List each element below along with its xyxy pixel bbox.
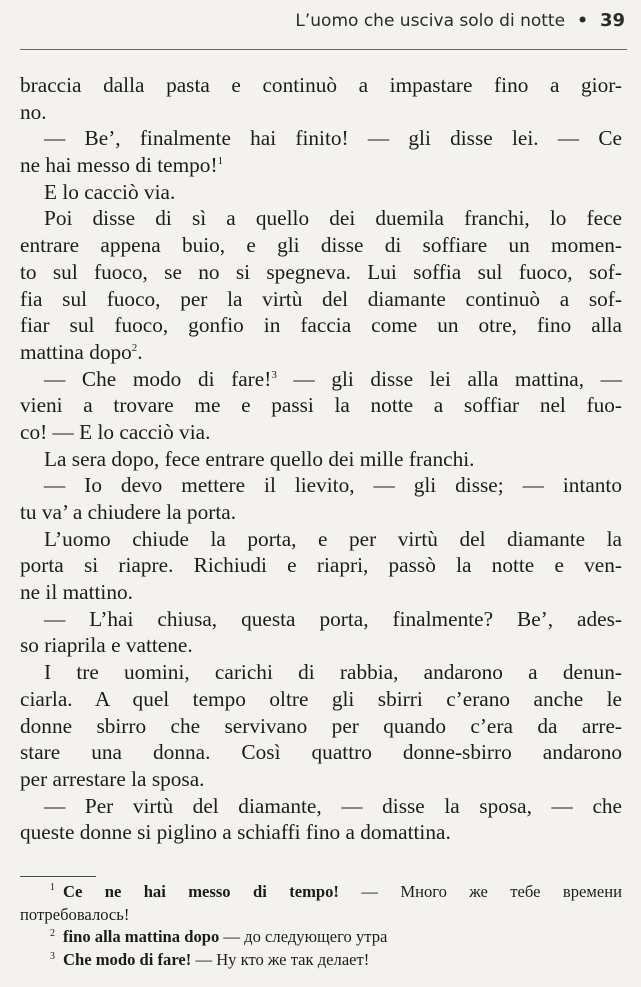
text-line: — L’hai chiusa, questa porta, finalmente? Be’, ades- bbox=[44, 606, 622, 631]
footnote-2 bbox=[20, 926, 622, 949]
text-line-tail: . bbox=[137, 339, 143, 364]
header-rule bbox=[20, 49, 627, 50]
text-line: I tre uomini, carichi di rabbia, andarono a denun- bbox=[44, 660, 622, 685]
footnote-1 bbox=[20, 881, 622, 904]
text-line-main: mattina dopo bbox=[20, 339, 132, 364]
text-line: Poi disse di sì a quello dei duemila franchi, lo fece bbox=[44, 206, 622, 231]
text-line-main: ne hai messo di tempo! bbox=[20, 153, 218, 178]
header-bullet: • bbox=[577, 11, 588, 31]
text-line-tail: — gli disse lei alla mattina, — bbox=[276, 366, 622, 391]
text-line: fiar sul fuoco, gonfio in faccia come un otre, fino alla bbox=[20, 313, 622, 338]
text-line: L’uomo chiude la porta, e per virtù del diamante la bbox=[44, 526, 622, 551]
running-header bbox=[20, 10, 625, 40]
footnote-gloss: — Много же тебе времени bbox=[338, 882, 622, 901]
text-line: ciarla. A quel tempo oltre gli sbirri c’erano anche le bbox=[20, 686, 622, 711]
text-line bbox=[20, 339, 622, 366]
text-line bbox=[20, 366, 622, 393]
page-number: 39 bbox=[599, 10, 625, 31]
footnote-gloss: — до следующего утра bbox=[219, 927, 388, 947]
text-line: co! — E lo cacciò via. bbox=[20, 419, 211, 444]
footnote-term: Che modo di fare! bbox=[63, 950, 192, 970]
footnote-term: Ce ne hai messo di tempo! bbox=[63, 882, 339, 901]
text-line: per arrestare la sposa. bbox=[20, 766, 205, 791]
text-line: queste donne si piglino a schiaffi fino a domattina. bbox=[20, 820, 451, 845]
text-line: La sera dopo, fece entrare quello dei mille franchi. bbox=[44, 446, 475, 471]
text-line: vieni a trovare me e passi la notte a soffiar nel fuo- bbox=[20, 393, 622, 418]
footnote-gloss: — Ну кто же так делает! bbox=[191, 950, 370, 970]
text-line: porta si riapre. Richiudi e riapri, passò la notte e ven- bbox=[20, 553, 622, 578]
text-line: no. bbox=[20, 99, 47, 124]
text-line: donne sbirro che servivano per quando c’era da arre- bbox=[20, 713, 622, 738]
footnote-3 bbox=[20, 949, 622, 972]
footnote-ref-3: 3 bbox=[271, 368, 277, 381]
footnotes bbox=[20, 881, 622, 972]
footnote-number: 1 bbox=[50, 882, 55, 894]
footnote-ref-2: 2 bbox=[131, 341, 138, 354]
text-line bbox=[20, 152, 622, 179]
text-line: ne il mattino. bbox=[20, 580, 133, 605]
text-line: — Per virtù del diamante, — disse la sposa, — che bbox=[44, 793, 622, 818]
body-text bbox=[20, 72, 622, 846]
text-line: — Be’, finalmente hai finito! — gli disse lei. — Ce bbox=[44, 126, 622, 151]
footnote-1-cont: потребовалось! bbox=[20, 904, 130, 924]
text-line: E lo cacciò via. bbox=[44, 179, 176, 204]
text-line: stare una donna. Così quattro donne-sbirro andarono bbox=[20, 740, 622, 765]
text-line: to sul fuoco, se no si spegneva. Lui soffia sul fuoco, sof- bbox=[20, 259, 622, 284]
footnote-term: fino alla mattina dopo bbox=[63, 927, 220, 947]
running-title: L’uomo che usciva solo di notte bbox=[295, 11, 566, 31]
text-line: fia sul fuoco, per la virtù del diamante continuò a sof- bbox=[20, 286, 622, 311]
text-line: entrare appena buio, e gli disse di soffiare un momen- bbox=[20, 233, 622, 258]
text-line: braccia dalla pasta e continuò a impastare fino a gior- bbox=[20, 73, 622, 97]
footnote-rule bbox=[20, 876, 96, 877]
footnote-number: 3 bbox=[50, 950, 55, 962]
text-line: — Io devo mettere il lievito, — gli disse; — intanto bbox=[44, 473, 622, 498]
text-line: so riaprila e vattene. bbox=[20, 633, 193, 658]
footnote-ref-1: 1 bbox=[217, 154, 224, 167]
text-line: tu va’ a chiudere la porta. bbox=[20, 500, 237, 524]
text-line-main: — Che modo di fare! bbox=[44, 366, 272, 391]
footnote-number: 2 bbox=[50, 927, 55, 939]
